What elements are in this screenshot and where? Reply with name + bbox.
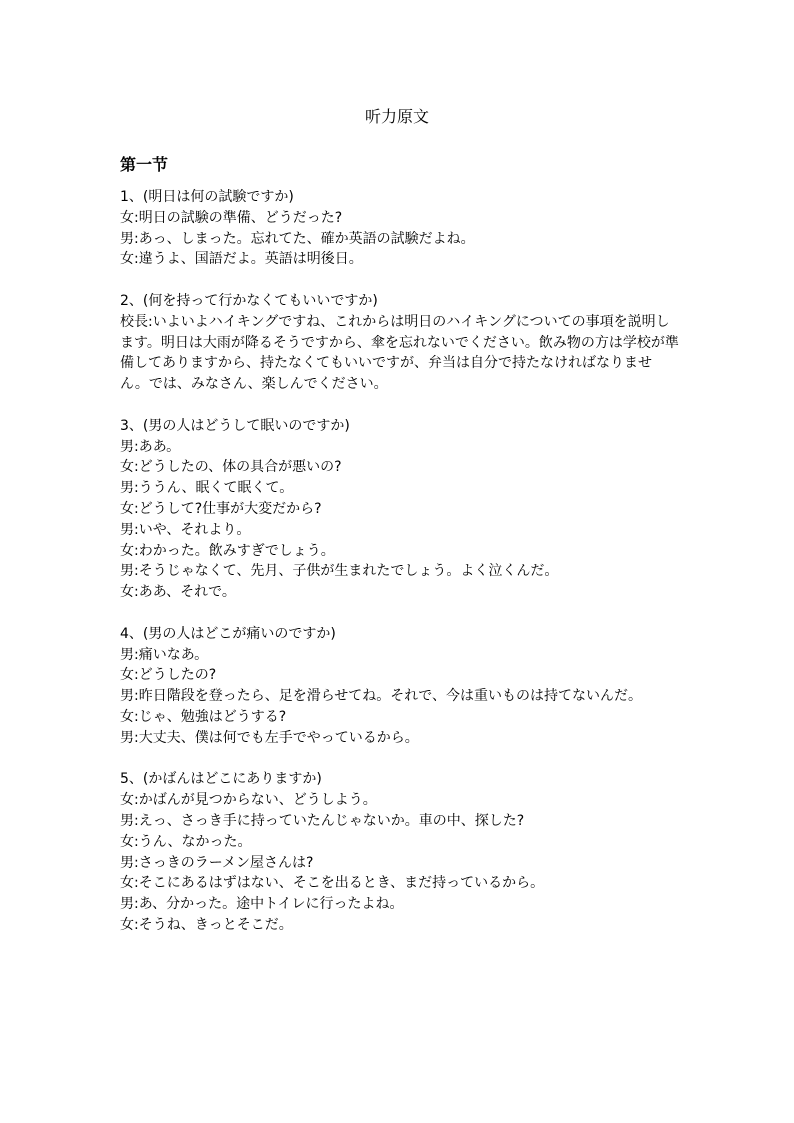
dialogue-line: 女:うん、なかった。 — [120, 833, 252, 850]
dialogue-line: 女:じゃ、勉強はどうする? — [120, 708, 287, 725]
question-prompt: 4、(男の人はどこが痛いのですか) — [120, 625, 336, 642]
section-heading: 第一节 — [120, 155, 169, 174]
dialogue-line: 男:あ、分かった。途中トイレに行ったよね。 — [120, 896, 404, 913]
question-1 — [120, 187, 680, 270]
dialogue-line: 女:違うよ、国語だよ。英語は明後日。 — [120, 251, 363, 268]
dialogue-line: 男:あっ、しまった。忘れてた、確か英語の試験だよね。 — [120, 230, 475, 247]
dialogue-line: 男:いや、それより。 — [120, 521, 251, 538]
dialogue-line: 女:どうしたの? — [120, 667, 217, 684]
dialogue-line: 男:昨日階段を登ったら、足を滑らせてね。それで、今は重いものは持てないんだ。 — [120, 688, 643, 705]
dialogue-line: 女:どうして?仕事が大変だから? — [120, 500, 322, 517]
dialogue-line: 女:明日の試験の準備、どうだった? — [120, 209, 343, 226]
question-3 — [120, 416, 680, 603]
question-5 — [120, 769, 680, 935]
dialogue-line: 男:大丈夫、僕は何でも左手でやっているから。 — [120, 729, 419, 746]
dialogue-line: 男:痛いなあ。 — [120, 646, 209, 663]
dialogue-line: 校長:いよいよハイキングですね、これからは明日のハイキングについての事項を説明します。明日は大雨が降るそうですから、傘を忘れないでください。飲み物の方は学校が準備してありますから、持たなくてもいいですが、弁当は自分で持たなければなりません。では、みなさん、楽しんでください。 — [120, 313, 679, 393]
question-prompt: 3、(男の人はどうして眠いのですか) — [120, 417, 350, 434]
question-prompt: 1、(明日は何の試験ですか) — [120, 189, 294, 205]
dialogue-line: 女:わかった。飲みすぎでしょう。 — [120, 542, 335, 559]
question-4 — [120, 624, 680, 749]
dialogue-line: 男:ううん、眠くて眠くて。 — [120, 480, 294, 497]
dialogue-line: 男:さっきのラーメン屋さんは? — [120, 854, 314, 871]
dialogue-line: 女:ああ、それで。 — [120, 584, 236, 601]
question-prompt: 5、(かばんはどこにありますか) — [120, 771, 322, 788]
question-2 — [120, 291, 680, 395]
question-prompt: 2、(何を持って行かなくてもいいですか) — [120, 292, 378, 309]
dialogue-line: 男:えっ、さっき手に持っていたんじゃないか。車の中、探した? — [120, 812, 525, 829]
page-title: 听力原文 — [364, 107, 429, 126]
dialogue-line: 男:そうじゃなくて、先月、子供が生まれたでしょう。よく泣くんだ。 — [120, 563, 559, 580]
dialogue-line: 女:そこにあるはずはない、そこを出るとき、まだ持っているから。 — [120, 875, 545, 892]
dialogue-line: 女:かばんが見つからない、どうしよう。 — [120, 792, 377, 809]
dialogue-line: 男:ああ。 — [120, 438, 181, 455]
dialogue-line: 女:そうね、きっとそこだ。 — [120, 916, 293, 933]
dialogue-line: 女:どうしたの、体の具合が悪いの? — [120, 459, 342, 476]
transcript-body — [120, 187, 680, 956]
